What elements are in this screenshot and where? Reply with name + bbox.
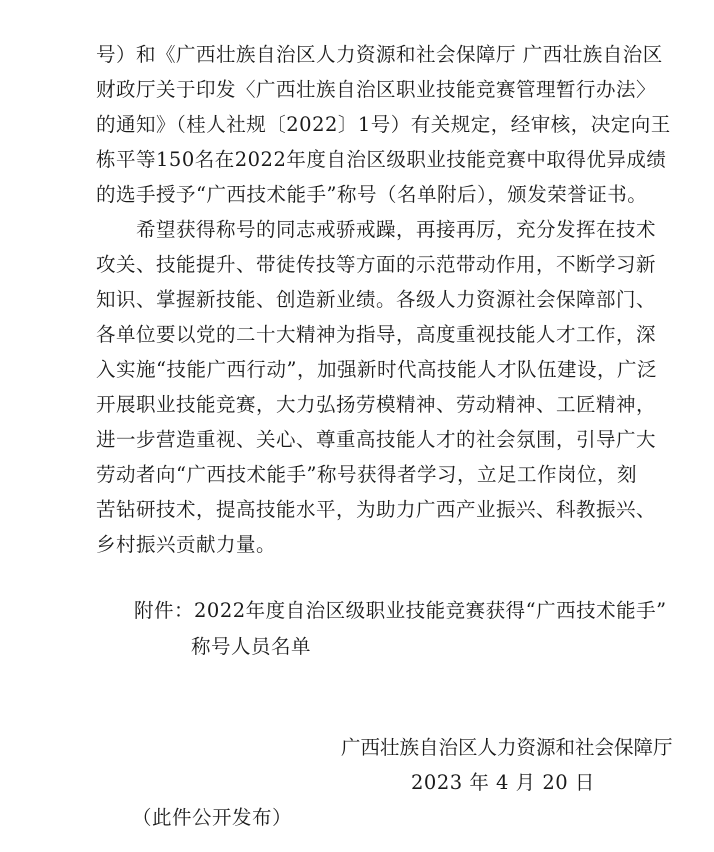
body-line: 财政厅关于印发〈广西壮族自治区职业技能竞赛管理暂行办法〉 [96,78,657,101]
body-line: 入实施“技能广西行动”，加强新时代高技能人才队伍建设，广泛 [96,358,657,381]
body-line: 知识、掌握新技能、创造新业绩。各级人力资源社会保障部门、 [96,288,657,311]
body-line: 希望获得称号的同志戒骄戒躁，再接再厉，充分发挥在技术 [96,218,657,241]
body-line: 攻关、技能提升、带徒传技等方面的示范带动作用，不断学习新 [96,253,657,276]
body-line: 开展职业技能竞赛，大力弘扬劳模精神、劳动精神、工匠精神， [96,393,657,416]
body-line: 进一步营造重视、关心、尊重高技能人才的社会氛围，引导广大 [96,428,657,451]
body-line: 各单位要以党的二十大精神为指导，高度重视技能人才工作，深 [96,323,657,346]
body-line: 的通知》（桂人社规〔2022〕1号）有关规定，经审核，决定向王 [96,113,671,136]
attachment-label-continued: 称号人员名单 [191,635,312,658]
body-line: 的选手授予“广西技术能手”称号（名单附后），颁发荣誉证书。 [96,183,648,206]
issue-date: 2023 年 4 月 20 日 [411,771,595,794]
attachment-label: 附件：2022年度自治区级职业技能竞赛获得“广西技术能手” [134,599,667,622]
body-line: 苦钻研技术，提高技能水平，为助力广西产业振兴、科教振兴、 [96,498,657,521]
body-line: 乡村振兴贡献力量。 [96,533,277,556]
body-line: 号）和《广西壮族自治区人力资源和社会保障厅 广西壮族自治区 [96,43,663,66]
public-release-note: （此件公开发布） [132,806,293,829]
body-line: 劳动者向“广西技术能手”称号获得者学习，立足工作岗位，刻 [96,463,637,486]
issuer-name: 广西壮族自治区人力资源和社会保障厅 [341,736,673,759]
body-line: 栋平等150名在2022年度自治区级职业技能竞赛中取得优异成绩 [96,148,667,171]
